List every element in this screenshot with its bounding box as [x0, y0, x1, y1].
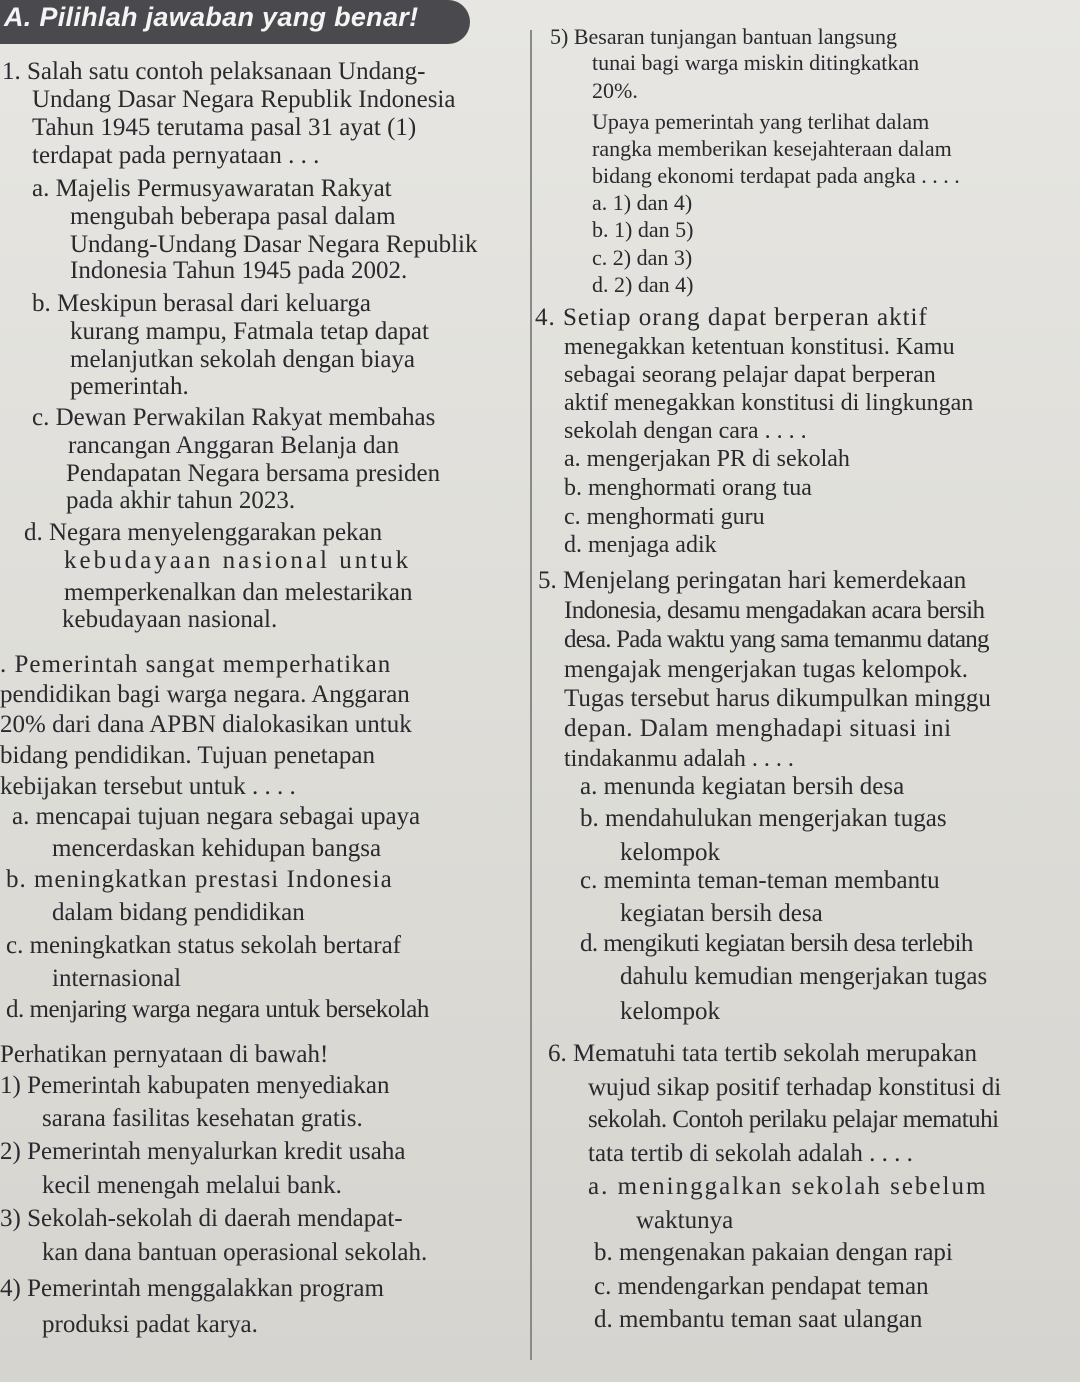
q1-stem-line: 1. Salah satu contoh pelaksanaan Undang-	[2, 58, 426, 85]
q2-stem-line: . Pemerintah sangat memperhatikan	[0, 651, 392, 678]
q6-option-a-line: waktunya	[636, 1207, 734, 1234]
q1-option-c-line: Pendapatan Negara bersama presiden	[66, 460, 441, 487]
q1-option-a-line: Indonesia Tahun 1945 pada 2002.	[70, 257, 408, 284]
q2-option-c[interactable]: c. meningkatkan status sekolah bertaraf	[6, 932, 401, 959]
q3-intro: Perhatikan pernyataan di bawah!	[0, 1041, 329, 1068]
q3-stem-line: Upaya pemerintah yang terlihat dalam	[592, 109, 930, 134]
q4-stem-line: menegakkan ketentuan konstitusi. Kamu	[564, 334, 955, 360]
q2-stem-line: 20% dari dana APBN dialokasikan untuk	[0, 711, 412, 738]
q3-statement-1: 1) Pemerintah kabupaten menyediakan	[0, 1072, 390, 1099]
q3-statement-5-line: 20%.	[592, 78, 638, 103]
q5-stem-line: desa. Pada waktu yang sama temanmu datang	[564, 626, 989, 653]
q6-option-d[interactable]: d. membantu teman saat ulangan	[594, 1306, 923, 1333]
q2-option-a[interactable]: a. mencapai tujuan negara sebagai upaya	[12, 803, 421, 830]
q3-statement-4-line: produksi padat karya.	[42, 1311, 258, 1338]
q5-stem-line: Indonesia, desamu mengadakan acara bersih	[564, 597, 985, 624]
q2-option-d[interactable]: d. menjaring warga negara untuk bersekolah	[6, 996, 429, 1023]
q5-option-b-line: kelompok	[620, 839, 720, 866]
q3-statement-2: 2) Pemerintah menyalurkan kredit usaha	[0, 1138, 406, 1165]
q5-stem-line: Tugas tersebut harus dikumpulkan minggu	[564, 685, 991, 712]
q1-option-d[interactable]: d. Negara menyelenggarakan pekan	[24, 519, 383, 546]
q6-stem-line: sekolah. Contoh perilaku pelajar mematuhi	[588, 1106, 999, 1133]
q3-statement-3-line: kan dana bantuan operasional sekolah.	[42, 1239, 428, 1266]
q5-option-d-line: kelompok	[620, 998, 720, 1025]
section-title: A. Pilihlah jawaban yang benar!	[4, 2, 419, 32]
q4-option-c[interactable]: c. menghormati guru	[564, 504, 765, 530]
section-header	[0, 0, 470, 44]
q2-option-c-line: internasional	[52, 965, 182, 992]
q1-option-c[interactable]: c. Dewan Perwakilan Rakyat membahas	[32, 404, 436, 431]
q3-stem-line: bidang ekonomi terdapat pada angka . . . .	[592, 163, 960, 188]
q2-stem-line: pendidikan bagi warga negara. Anggaran	[0, 681, 410, 708]
q3-option-d[interactable]: d. 2) dan 4)	[592, 272, 694, 297]
q5-option-d[interactable]: d. mengikuti kegiatan bersih desa terlebih	[580, 930, 973, 957]
q3-statement-3: 3) Sekolah-sekolah di daerah mendapat-	[0, 1205, 403, 1232]
q3-statement-1-line: sarana fasilitas kesehatan gratis.	[42, 1105, 363, 1132]
q3-statement-4: 4) Pemerintah menggalakkan program	[0, 1275, 384, 1302]
q6-option-a[interactable]: a. meninggalkan sekolah sebelum	[588, 1173, 988, 1200]
q4-option-d[interactable]: d. menjaga adik	[564, 532, 717, 558]
q2-stem-line: bidang pendidikan. Tujuan penetapan	[0, 742, 375, 769]
q5-stem-line: 5. Menjelang peringatan hari kemerdekaan	[538, 567, 967, 594]
q1-stem-line: Tahun 1945 terutama pasal 31 ayat (1)	[32, 114, 417, 141]
q5-stem-line: tindakanmu adalah . . . .	[564, 746, 794, 772]
q1-option-d-line: kebudayaan nasional untuk	[64, 547, 412, 574]
q1-option-c-line: rancangan Anggaran Belanja dan	[68, 432, 400, 459]
q6-stem-line: tata tertib di sekolah adalah . . . .	[588, 1140, 913, 1167]
q5-option-c[interactable]: c. meminta teman-teman membantu	[580, 867, 940, 894]
q4-stem-line: 4. Setiap orang dapat berperan aktif	[535, 304, 928, 331]
q1-option-b-line: pemerintah.	[70, 373, 189, 400]
q4-stem-line: sebagai seorang pelajar dapat berperan	[564, 362, 936, 388]
q5-stem-line: mengajak mengerjakan tugas kelompok.	[564, 656, 969, 683]
q1-option-b-line: kurang mampu, Fatmala tetap dapat	[70, 318, 429, 345]
q1-option-a-line: mengubah beberapa pasal dalam	[70, 203, 396, 230]
q3-statement-5-line: tunai bagi warga miskin ditingkatkan	[592, 50, 920, 75]
q1-option-d-line: kebudayaan nasional.	[62, 606, 278, 633]
q1-option-b-line: melanjutkan sekolah dengan biaya	[70, 346, 416, 373]
q5-option-a[interactable]: a. menunda kegiatan bersih desa	[580, 773, 905, 800]
q3-option-a[interactable]: a. 1) dan 4)	[592, 190, 693, 215]
q6-stem-line: wujud sikap positif terhadap konstitusi di	[588, 1074, 1002, 1101]
q3-option-b[interactable]: b. 1) dan 5)	[592, 217, 694, 242]
q1-stem-line: Undang Dasar Negara Republik Indonesia	[32, 86, 456, 113]
q4-option-b[interactable]: b. menghormati orang tua	[564, 475, 812, 501]
q3-statement-2-line: kecil menengah melalui bank.	[42, 1172, 342, 1199]
q1-option-b[interactable]: b. Meskipun berasal dari keluarga	[32, 290, 372, 317]
q1-option-c-line: pada akhir tahun 2023.	[66, 487, 296, 514]
q6-option-b[interactable]: b. mengenakan pakaian dengan rapi	[594, 1239, 953, 1266]
q2-option-a-line: mencerdaskan kehidupan bangsa	[52, 835, 382, 862]
q5-option-d-line: dahulu kemudian mengerjakan tugas	[620, 963, 988, 990]
q4-option-a[interactable]: a. mengerjakan PR di sekolah	[564, 446, 850, 472]
q3-statement-5: 5) Besaran tunjangan bantuan langsung	[550, 24, 898, 49]
q1-option-a[interactable]: a. Majelis Permusyawaratan Rakyat	[32, 175, 392, 202]
q1-option-d-line: memperkenalkan dan melestarikan	[64, 579, 413, 606]
q1-option-a-line: Undang-Undang Dasar Negara Republik	[70, 231, 478, 258]
column-divider	[530, 30, 532, 1360]
q6-stem-line: 6. Mematuhi tata tertib sekolah merupakan	[548, 1040, 978, 1067]
q5-option-c-line: kegiatan bersih desa	[620, 900, 823, 927]
q6-option-c[interactable]: c. mendengarkan pendapat teman	[594, 1273, 929, 1300]
q3-option-c[interactable]: c. 2) dan 3)	[592, 245, 693, 270]
q1-stem-line: terdapat pada pernyataan . . .	[32, 142, 320, 169]
q2-option-b-line: dalam bidang pendidikan	[52, 899, 305, 926]
q5-stem-line: depan. Dalam menghadapi situasi ini	[564, 715, 952, 742]
q2-stem-line: kebijakan tersebut untuk . . . .	[0, 773, 296, 800]
q2-option-b[interactable]: b. meningkatkan prestasi Indonesia	[6, 866, 393, 893]
q3-stem-line: rangka memberikan kesejahteraan dalam	[592, 136, 952, 161]
q4-stem-line: aktif menegakkan konstitusi di lingkungan	[564, 390, 974, 416]
q4-stem-line: sekolah dengan cara . . . .	[564, 418, 807, 444]
q5-option-b[interactable]: b. mendahulukan mengerjakan tugas	[580, 805, 947, 832]
